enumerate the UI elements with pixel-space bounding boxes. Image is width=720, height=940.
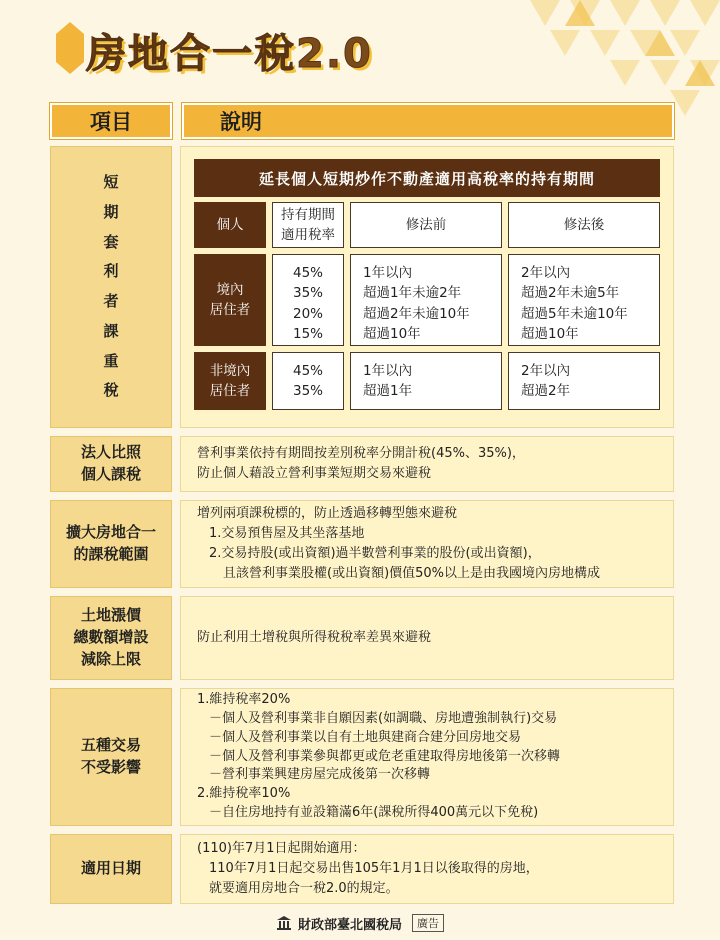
nonresident-after bbox=[508, 352, 660, 410]
period-text: 2年以內 bbox=[521, 363, 571, 379]
body-line: 且該營利事業股權(或出資額)價值50%以上是由我國境內房地構成 bbox=[223, 566, 601, 582]
vertical-label-char: 期 bbox=[103, 202, 119, 221]
ad-badge: 廣告 bbox=[412, 914, 444, 932]
nonresident-rates bbox=[272, 352, 344, 410]
body-line: －個人及營利事業非自願因素(如調職、房地遭強制執行)交易 bbox=[209, 710, 558, 726]
row-body-scope bbox=[180, 500, 674, 588]
row-body-corp bbox=[180, 436, 674, 492]
table-title: 延長個人短期炒作不動產適用高稅率的持有期間 bbox=[194, 159, 660, 197]
rate-value: 45% bbox=[293, 265, 324, 281]
period-text: 超過10年 bbox=[521, 325, 579, 342]
body-line: －自住房地持有並設籍滿6年(課稅所得400萬元以下免稅) bbox=[209, 805, 539, 821]
row-label-five: 五種交易 不受影響 bbox=[50, 688, 172, 826]
rate-value: 15% bbox=[293, 325, 324, 342]
body-line: 就要適用房地合一稅2.0的規定。 bbox=[209, 881, 399, 897]
row-label-corp: 法人比照 個人課稅 bbox=[50, 436, 172, 492]
vertical-label-char: 者 bbox=[103, 292, 119, 310]
row-label-date: 適用日期 bbox=[50, 834, 172, 904]
period-text: 超過10年 bbox=[363, 325, 421, 342]
body-line: 營利事業依持有期間按差別稅率分開計稅(45%、35%)， bbox=[197, 445, 525, 461]
nonresident-label: 非境內 居住者 bbox=[194, 352, 266, 410]
period-text: 超過2年 bbox=[521, 383, 571, 400]
row-body-land bbox=[180, 596, 674, 680]
row-label-land: 土地漲價 總數額增設 減除上限 bbox=[50, 596, 172, 680]
body-line: －個人及營利事業以自有土地與建商合建分回房地交易 bbox=[209, 729, 522, 745]
body-line: 增列兩項課稅標的，防止透過移轉型態來避稅 bbox=[197, 505, 458, 521]
rate-value: 35% bbox=[293, 383, 324, 400]
resident-rates bbox=[272, 254, 344, 346]
building-icon bbox=[276, 915, 292, 931]
body-line: －個人及營利事業參與都更或危老重建取得房地後第一次移轉 bbox=[209, 748, 561, 764]
resident-after bbox=[508, 254, 660, 346]
decorative-triangles bbox=[420, 0, 720, 120]
period-text: 超過1年未逾2年 bbox=[363, 285, 462, 302]
period-text: 超過2年未逾10年 bbox=[363, 305, 470, 322]
body-line: 防止利用土增稅與所得稅稅率差異來避稅 bbox=[197, 629, 432, 645]
vertical-label-char: 課 bbox=[103, 321, 119, 340]
vertical-label-char: 稅 bbox=[103, 381, 119, 400]
row-body-five bbox=[180, 688, 674, 826]
title-area bbox=[58, 10, 373, 90]
period-text: 超過1年 bbox=[363, 383, 413, 400]
period-text: 2年以內 bbox=[521, 265, 571, 281]
page-title: 房地合一稅2.0 bbox=[86, 30, 373, 77]
body-line: 1.交易預售屋及其坐落基地 bbox=[209, 525, 365, 541]
period-text: 超過5年未逾10年 bbox=[521, 305, 628, 322]
row-body-date bbox=[180, 834, 674, 904]
body-line: 2.交易持股(或出資額)過半數營利事業的股份(或出資額)， bbox=[209, 546, 541, 561]
rate-value: 20% bbox=[293, 305, 324, 322]
body-line: 2.維持稅率10% bbox=[197, 786, 291, 802]
row-label-short-term bbox=[50, 146, 172, 428]
header-description: 說明 bbox=[182, 103, 674, 139]
col-after: 修法後 bbox=[508, 202, 660, 248]
body-line: (110)年7月1日起開始適用： bbox=[197, 840, 366, 856]
resident-label: 境內 居住者 bbox=[194, 254, 266, 346]
hexagon-icon bbox=[54, 20, 86, 76]
body-line: －營利事業興建房屋完成後第一次移轉 bbox=[209, 767, 431, 783]
period-text: 1年以內 bbox=[363, 265, 413, 281]
vertical-label-char: 套 bbox=[103, 232, 119, 251]
period-text: 1年以內 bbox=[363, 363, 413, 379]
header-item: 項目 bbox=[50, 103, 172, 139]
rate-value: 45% bbox=[293, 363, 324, 379]
resident-before bbox=[350, 254, 502, 346]
row-label-scope: 擴大房地合一 的課稅範圍 bbox=[50, 500, 172, 588]
col-person: 個人 bbox=[194, 202, 266, 248]
vertical-label bbox=[103, 172, 118, 402]
body-line: 防止個人藉設立營利事業短期交易來避稅 bbox=[197, 466, 432, 481]
vertical-label-char: 短 bbox=[103, 173, 119, 191]
vertical-label-char: 利 bbox=[103, 262, 119, 281]
footer bbox=[0, 912, 720, 934]
nonresident-before bbox=[350, 352, 502, 410]
col-rate: 持有期間 適用稅率 bbox=[272, 202, 344, 248]
period-text: 超過2年未逾5年 bbox=[521, 285, 620, 302]
vertical-label-char: 重 bbox=[103, 351, 119, 370]
agency-name: 財政部臺北國稅局 bbox=[297, 917, 402, 933]
body-line: 1.維持稅率20% bbox=[197, 692, 291, 708]
rate-value: 35% bbox=[293, 285, 324, 302]
body-line: 110年7月1日起交易出售105年1月1日以後取得的房地， bbox=[209, 860, 539, 876]
col-before: 修法前 bbox=[350, 202, 502, 248]
